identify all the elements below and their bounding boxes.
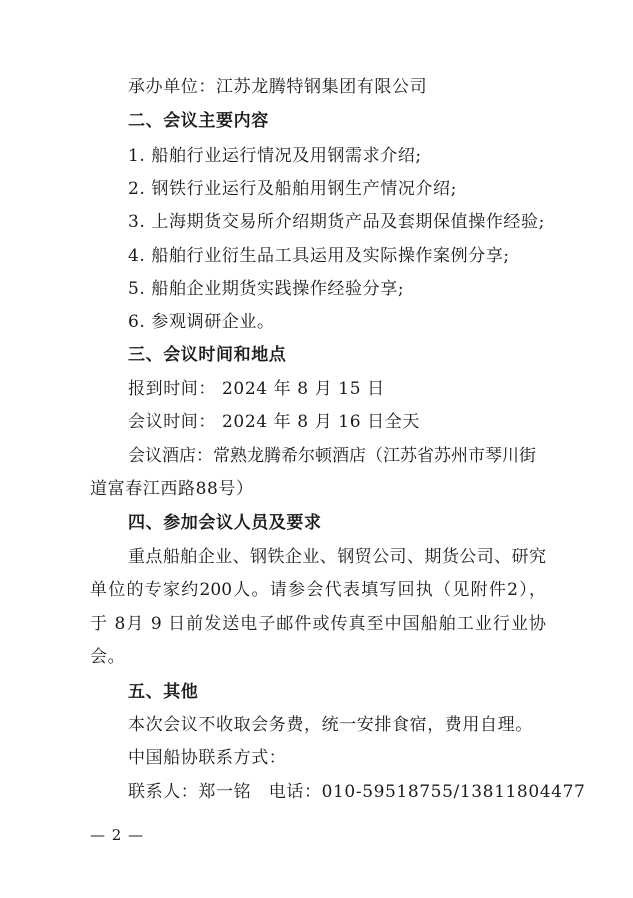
agenda-item-3: 3. 上海期货交易所介绍期货产品及套期保值操作经验; (128, 212, 545, 232)
fee-note: 本次会议不收取会务费，统一安排食宿，费用自理。 (128, 715, 533, 735)
agenda-item-6: 6. 参观调研企业。 (128, 312, 275, 332)
checkin-time: 报到时间： 2024 年 8 月 15 日 (128, 379, 385, 399)
page-number: — 2 — (90, 826, 145, 844)
section-3-heading: 三、会议时间和地点 (128, 345, 287, 365)
hotel-line-1: 会议酒店：常熟龙腾希尔顿酒店（江苏省苏州市琴川街 (128, 446, 536, 466)
contact-title: 中国船协联系方式： (128, 748, 287, 768)
agenda-item-4: 4. 船舶行业衍生品工具运用及实际操作案例分享; (128, 246, 510, 266)
attendees-line-2: 单位的专家约200人。请参会代表填写回执（见附件2）， (90, 580, 546, 600)
agenda-item-5: 5. 船舶企业期货实践操作经验分享; (128, 279, 405, 299)
agenda-item-2: 2. 钢铁行业运行及船舶用钢生产情况介绍; (128, 179, 457, 199)
meeting-time: 会议时间： 2024 年 8 月 16 日全天 (128, 412, 420, 432)
attendees-line-3: 于 8月 9 日前发送电子邮件或传真至中国船舶工业行业协 (90, 614, 546, 634)
contact-details: 联系人：郑一铭 电话：010-59518755/13811804477 (128, 782, 586, 802)
hotel-line-2: 道富春江西路88号） (90, 479, 254, 499)
attendees-line-4: 会。 (90, 647, 126, 667)
section-2-heading: 二、会议主要内容 (128, 111, 269, 131)
section-5-heading: 五、其他 (128, 682, 199, 702)
attendees-line-1: 重点船舶企业、钢铁企业、钢贸公司、期货公司、研究 (128, 547, 546, 567)
section-4-heading: 四、参加会议人员及要求 (128, 513, 322, 533)
agenda-item-1: 1. 船舶行业运行情况及用钢需求介绍; (128, 146, 422, 166)
organizer-line: 承办单位：江苏龙腾特钢集团有限公司 (128, 77, 428, 97)
